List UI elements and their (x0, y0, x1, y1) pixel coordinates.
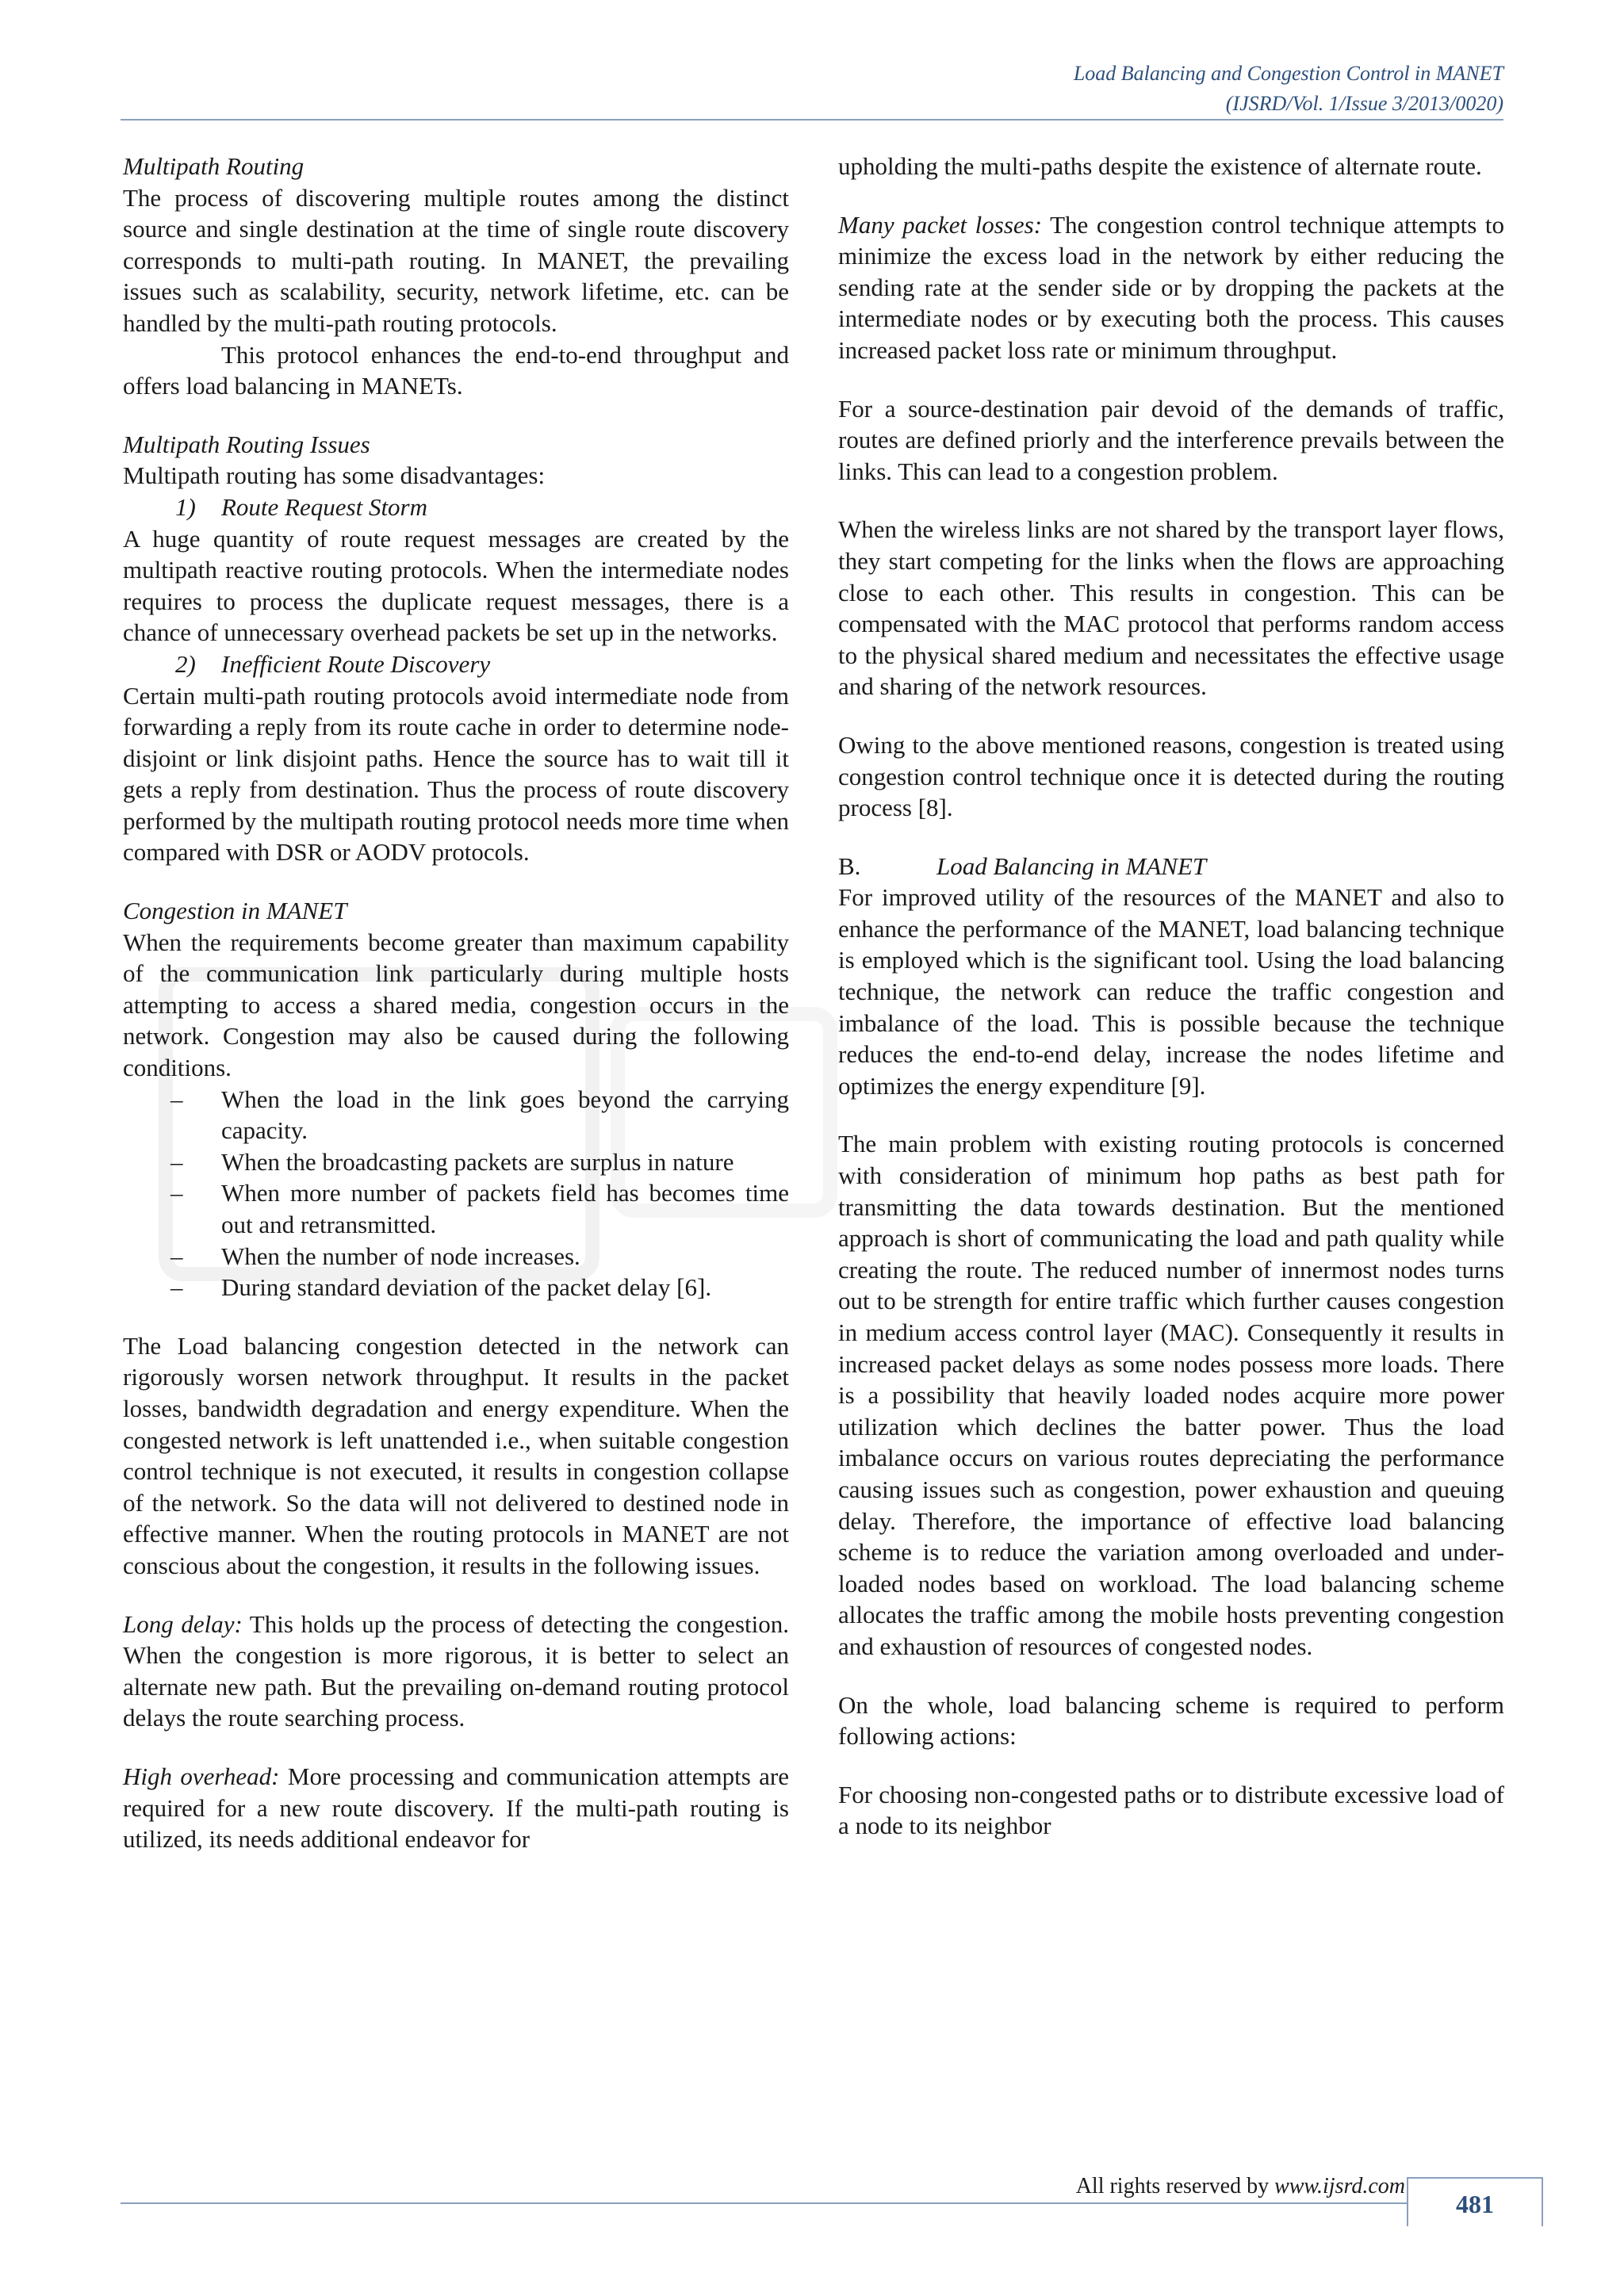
list-item: – When the load in the link goes beyond the carrying capacity. (170, 1085, 789, 1145)
list-item: – When the number of node increases. (170, 1242, 580, 1270)
list-item: – When more number of packets field has becomes time out and retransmitted. (170, 1179, 789, 1238)
owing-paragraph: Owing to the above mentioned reasons, congestion is treated using congestion control technique once it is detected during the routing process [8]. (838, 730, 1504, 822)
multipath-routing-heading: Multipath Routing (123, 152, 304, 180)
issue-item-2-heading: 2) Inefficient Route Discovery (175, 649, 491, 678)
load-balancing-paragraph: For improved utility of the resources of the MANET and also to enhance the performance of the MANET, load balancing technique is employed which is the significant tool. Using the load balancing technique, the network can reduce the traffic congestion and imbalance of the load. This is possible because the technique reduces the end-to-end delay, increase the nodes lifetime and optimizes the energy expenditure [9]. (838, 883, 1504, 1100)
footer-site-link[interactable]: www.ijsrd.com (1274, 2174, 1405, 2198)
left-column (123, 151, 789, 1855)
right-column (838, 151, 1504, 1842)
header-rule (121, 119, 1503, 121)
on-the-whole-paragraph: On the whole, load balancing scheme is required to perform following actions: (838, 1690, 1504, 1751)
packet-losses-paragraph: Many packet losses: The congestion control technique attempts to minimize the excess load in the network by either reducing the sending rate at the sender side or by dropping the packets at the intermediate nodes or by executing both the process. This causes increased packet loss rate or minimum throughput. (838, 210, 1504, 364)
congestion-heading: Congestion in MANET (123, 897, 347, 925)
load-balancing-congestion-paragraph: The Load balancing congestion detected in the network can rigorously worsen network throughput. It results in the packet losses, bandwidth degradation and energy expenditure. When the congested network is left unattended i.e., when suitable congestion control technique is not executed, it results in congestion collapse of the network. So the data will not delivered to destined node in effective manner. When the routing protocols in MANET are not conscious about the congestion, it results in the following issues. (123, 1331, 789, 1579)
section-b-heading: B. Load Balancing in MANET (838, 851, 1207, 880)
issue-item-2-text: Certain multi-path routing protocols avoid intermediate node from forwarding a reply from its route cache in order to determine node-disjoint or link disjoint paths. Hence the source has to wait till it gets a reply from destination. Thus the process of route discovery performed by the multipath routing protocol needs more time when compared with DSR or AODV protocols. (123, 681, 789, 867)
continuation-paragraph: upholding the multi-paths despite the existence of alternate route. (838, 152, 1482, 180)
list-item: – When the broadcasting packets are surplus in nature (170, 1147, 734, 1176)
footer-rights: All rights reserved by www.ijsrd.com (1075, 2174, 1405, 2198)
congestion-conditions-list (123, 1084, 789, 1303)
footer-rule (121, 2202, 1407, 2204)
header-title: Load Balancing and Congestion Control in MANET (1073, 62, 1503, 85)
multipath-paragraph-2: This protocol enhances the end-to-end throughput and offers load balancing in MANETs. (123, 340, 789, 400)
list-item: – During standard deviation of the packet delay [6]. (170, 1273, 712, 1302)
congestion-paragraph: When the requirements become greater than maximum capability of the communication link particularly during multiple hosts attempting to access a shared media, congestion occurs in the network. Congestion may also be caused during the following conditions. (123, 928, 789, 1082)
wireless-links-paragraph: When the wireless links are not shared by the transport layer flows, they start competing for the links when the flows are approaching close to each other. This results in congestion. This can be compensated with the MAC protocol that performs random access to the physical shared medium and necessitates the effective usage and sharing of the network resources. (838, 515, 1504, 701)
long-delay-paragraph: Long delay: This holds up the process of detecting the congestion. When the congestion is more rigorous, it is better to select an alternate new path. But the prevailing on-demand routing protocol delays the route searching process. (123, 1609, 789, 1732)
issue-item-1-text: A huge quantity of route request messages are created by the multipath reactive routing protocols. When the intermediate nodes requires to process the duplicate request messages, there is a chance of unnecessary overhead packets be set up in the networks. (123, 524, 789, 647)
running-header (1074, 59, 1503, 119)
high-overhead-paragraph: High overhead: More processing and communication attempts are required for a new route discovery. If the multi-path routing is utilized, its needs additional endeavor for (123, 1762, 789, 1854)
issue-item-1-heading: 1) Route Request Storm (175, 492, 428, 521)
page-number: 481 (1407, 2177, 1543, 2226)
source-destination-paragraph: For a source-destination pair devoid of the demands of traffic, routes are defined priorly and the interference prevails between the links. This can lead to a congestion problem. (838, 394, 1504, 485)
main-problem-paragraph: The main problem with existing routing protocols is concerned with consideration of minimum hop paths as best path for transmitting the data towards destination. But the mentioned approach is short of communicating the load and path quality while creating the route. The reduced number of innermost nodes turns out to be strength for entire traffic which further causes congestion in medium access control layer (MAC). Consequently it results in increased packet delays as some nodes possess more loads. There is a possibility that heavily loaded nodes acquire more power utilization which declines the batter power. Thus the load imbalance occurs on various routes depreciating the performance causing issues such as congestion, power exhaustion and queuing delay. Therefore, the importance of effective load balancing scheme is to reduce the variation among overloaded and under-loaded nodes based on workload. The load balancing scheme allocates the traffic among the mobile hosts preventing congestion and exhaustion of resources of congested nodes. (838, 1130, 1504, 1660)
multipath-issues-intro: Multipath routing has some disadvantages: (123, 461, 546, 490)
multipath-issues-heading: Multipath Routing Issues (123, 430, 370, 458)
header-journal: (IJSRD/Vol. 1/Issue 3/2013/0020) (1225, 92, 1503, 115)
non-congested-paths-paragraph: For choosing non-congested paths or to distribute excessive load of a node to its neighbor (838, 1780, 1504, 1840)
multipath-paragraph-1: The process of discovering multiple routes among the distinct source and single destination at the time of single route discovery corresponds to multi-path routing. In MANET, the prevailing issues such as scalability, security, network lifetime, etc. can be handled by the multi-path routing protocols. (123, 183, 789, 337)
